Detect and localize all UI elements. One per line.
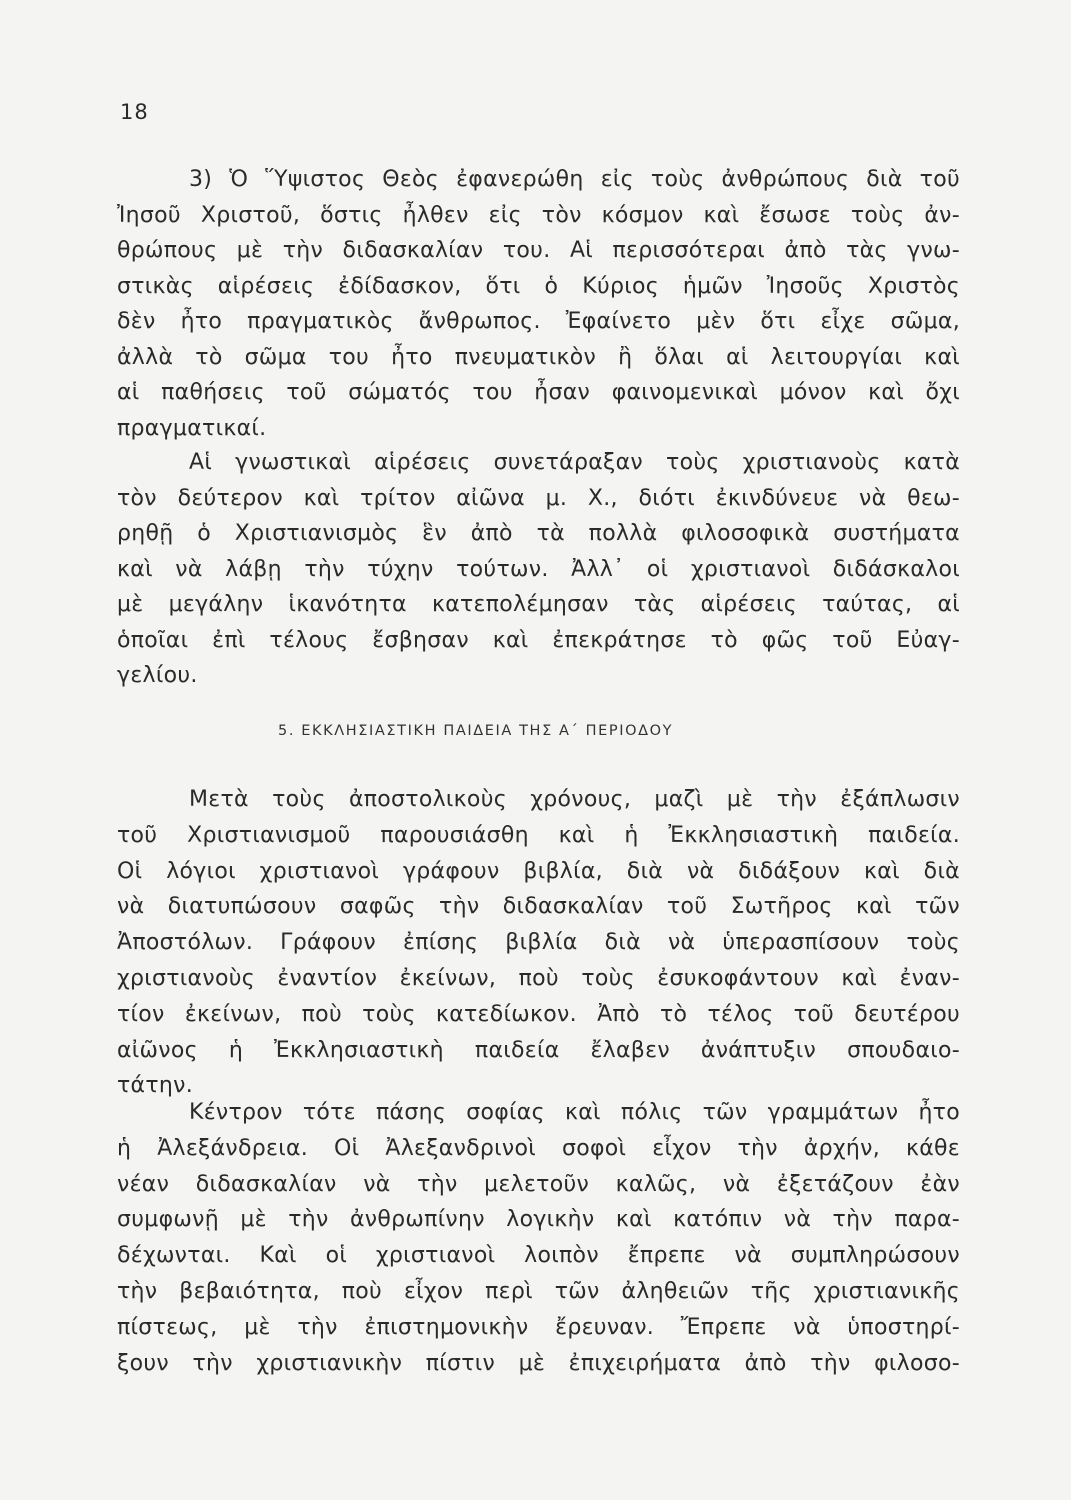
text-line: μὲ μεγάλην ἱκανότητα κατεπολέμησαν τὰς αἱρέσεις ταύτας, αἱ xyxy=(117,592,960,617)
paragraph-ecclesiastical-education xyxy=(117,782,960,1104)
text-line: Αἱ γνωστικαὶ αἱρέσεις συνετάραξαν τοὺς χριστιανοὺς κατὰ xyxy=(189,450,960,475)
text-line: αἱ παθήσεις τοῦ σώματός του ἦσαν φαινομενικαὶ μόνον καὶ ὄχι xyxy=(117,380,960,405)
text-line: τὸν δεύτερον καὶ τρίτον αἰῶνα μ. Χ., διότι ἐκινδύνευε νὰ θεω- xyxy=(117,485,960,511)
paragraph-gnostic-christology xyxy=(117,162,960,446)
text-line: χριστιανοὺς ἐναντίον ἐκείνων, ποὺ τοὺς ἐσυκοφάντουν καὶ ἐναν- xyxy=(117,965,960,991)
paragraph-alexandria xyxy=(117,1095,960,1381)
text-line: ρηθῇ ὁ Χριστιανισμὸς ἓν ἀπὸ τὰ πολλὰ φιλοσοφικὰ συστήματα xyxy=(117,521,960,546)
text-line: Ἰησοῦ Χριστοῦ, ὅστις ἦλθεν εἰς τὸν κόσμον καὶ ἔσωσε τοὺς ἀν- xyxy=(117,202,960,228)
text-line: ἀλλὰ τὸ σῶμα του ἦτο πνευματικὸν ἢ ὅλαι αἱ λειτουργίαι καὶ xyxy=(117,344,960,370)
text-line: νέαν διδασκαλίαν νὰ τὴν μελετοῦν καλῶς, νὰ ἐξετάζουν ἐὰν xyxy=(117,1171,960,1197)
text-line: τίον ἐκείνων, ποὺ τοὺς κατεδίωκον. Ἀπὸ τὸ τέλος τοῦ δευτέρου xyxy=(117,1001,960,1027)
text-line: τὴν βεβαιότητα, ποὺ εἶχον περὶ τῶν ἀληθειῶν τῆς χριστιανικῆς xyxy=(117,1278,960,1304)
text-line: 3) Ὁ Ὕψιστος Θεὸς ἐφανερώθη εἰς τοὺς ἀνθρώπους διὰ τοῦ xyxy=(189,167,960,192)
text-line: πίστεως, μὲ τὴν ἐπιστημονικὴν ἔρευναν. Ἔπρεπε νὰ ὑποστηρί- xyxy=(117,1314,960,1340)
paragraph-gnostic-heresies xyxy=(117,445,960,694)
text-line: νὰ διατυπώσουν σαφῶς τὴν διδασκαλίαν τοῦ Σωτῆρος καὶ τῶν xyxy=(117,894,960,920)
text-line: ξουν τὴν χριστιανικὴν πίστιν μὲ ἐπιχειρήματα ἀπὸ τὴν φιλοσο- xyxy=(117,1350,960,1376)
text-line: ὁποῖαι ἐπὶ τέλους ἔσβησαν καὶ ἐπεκράτησε τὸ φῶς τοῦ Εὐαγ- xyxy=(117,627,960,653)
text-line: θρώπους μὲ τὴν διδασκαλίαν του. Αἱ περισσότεραι ἀπὸ τὰς γνω- xyxy=(117,238,960,263)
text-line: Κέντρον τότε πάσης σοφίας καὶ πόλις τῶν γραμμάτων ἦτο xyxy=(189,1100,960,1125)
text-line: καὶ νὰ λάβῃ τὴν τύχην τούτων. Ἀλλ᾽ οἱ χριστιανοὶ διδάσκαλοι xyxy=(117,556,960,582)
text-line: αἰῶνος ἡ Ἐκκλησιαστικὴ παιδεία ἔλαβεν ἀνάπτυξιν σπουδαιο- xyxy=(117,1037,960,1063)
text-line: δὲν ἦτο πραγματικὸς ἄνθρωπος. Ἐφαίνετο μὲν ὅτι εἶχε σῶμα, xyxy=(117,309,960,334)
page-number: 18 xyxy=(120,100,149,124)
text-line: πραγματικαί. xyxy=(117,415,267,441)
text-line: συμφωνῇ μὲ τὴν ἀνθρωπίνην λογικὴν καὶ κατόπιν νὰ τὴν παρα- xyxy=(117,1207,960,1233)
text-line: γελίου. xyxy=(117,663,198,688)
text-line: ἡ Ἀλεξάνδρεια. Οἱ Ἀλεξανδρινοὶ σοφοὶ εἶχον τὴν ἀρχήν, κάθε xyxy=(117,1135,960,1161)
text-line: στικὰς αἱρέσεις ἐδίδασκον, ὅτι ὁ Κύριος ἡμῶν Ἰησοῦς Χριστὸς xyxy=(117,273,960,299)
section-heading: 5. ΕΚΚΛΗΣΙΑΣΤΙΚΗ ΠΑΙΔΕΙΑ ΤΗΣ Α΄ ΠΕΡΙΟΔΟΥ xyxy=(278,723,674,739)
text-line: Μετὰ τοὺς ἀποστολικοὺς χρόνους, μαζὶ μὲ τὴν ἐξάπλωσιν xyxy=(189,787,960,812)
text-line: Ἀποστόλων. Γράφουν ἐπίσης βιβλία διὰ νὰ ὑπερασπίσουν τοὺς xyxy=(117,930,960,956)
text-line: τάτην. xyxy=(117,1073,194,1099)
text-line: δέχωνται. Καὶ οἱ χριστιανοὶ λοιπὸν ἔπρεπε νὰ συμπληρώσουν xyxy=(117,1243,960,1269)
text-line: Οἱ λόγιοι χριστιανοὶ γράφουν βιβλία, διὰ νὰ διδάξουν καὶ διὰ xyxy=(117,858,960,884)
text-line: τοῦ Χριστιανισμοῦ παρουσιάσθη καὶ ἡ Ἐκκλησιαστικὴ παιδεία. xyxy=(117,822,960,848)
